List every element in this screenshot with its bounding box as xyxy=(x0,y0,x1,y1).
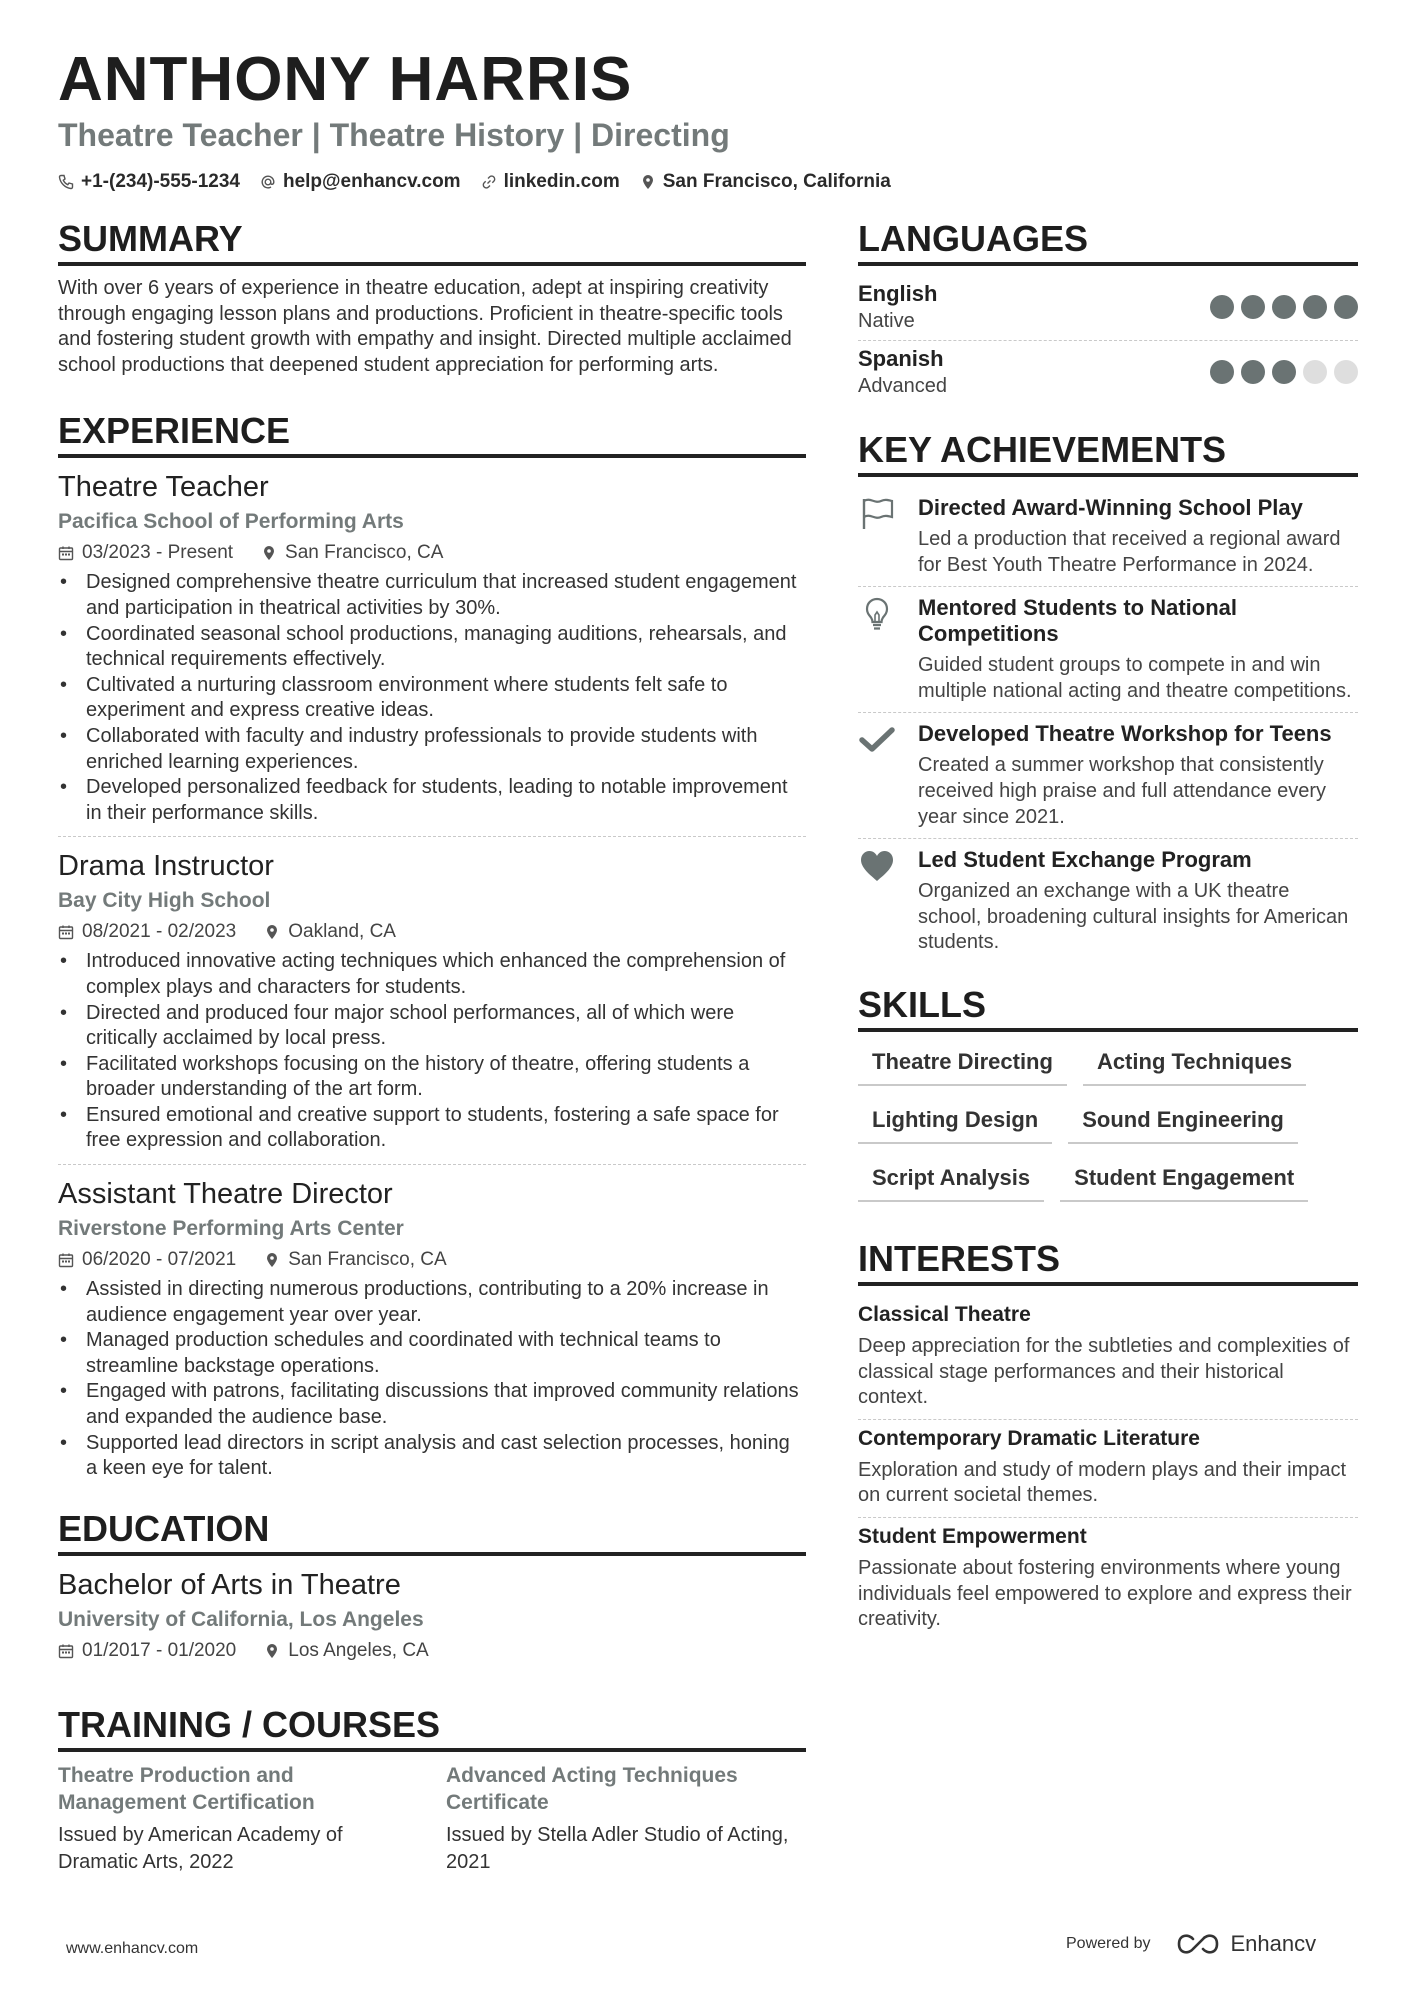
calendar-icon xyxy=(58,545,74,561)
footer-website[interactable]: www.enhancv.com xyxy=(66,1940,199,1957)
rating-dot xyxy=(1210,295,1234,319)
location-pin-icon xyxy=(640,174,656,190)
achievement-icon-wrap xyxy=(858,847,918,956)
skills-list xyxy=(858,1042,1358,1216)
left-column xyxy=(58,216,806,1876)
language-name: Spanish xyxy=(858,346,944,371)
skill-tag: Acting Techniques xyxy=(1083,1042,1306,1086)
achievement-icon-wrap xyxy=(858,595,918,704)
rating-dot xyxy=(1303,295,1327,319)
email-text: help@enhancv.com xyxy=(282,171,461,192)
training-section xyxy=(58,1702,806,1876)
language-name: English xyxy=(858,281,938,306)
achievement-item xyxy=(858,587,1358,713)
job-location-text: Oakland, CA xyxy=(288,921,396,943)
bullet-item: • Collaborated with faculty and industry professionals to provide students with enriched learning experiences. xyxy=(58,724,806,775)
contact-linkedin[interactable] xyxy=(481,171,620,193)
interests-heading: INTERESTS xyxy=(858,1236,1358,1286)
job-location xyxy=(264,1245,446,1275)
location-pin-icon xyxy=(264,1643,280,1659)
enhancv-logo-icon xyxy=(1175,1931,1221,1957)
language-item xyxy=(858,341,1358,405)
bullet-item: • Ensured emotional and creative support to students, fostering a safe space for free expression and collaboration. xyxy=(58,1103,806,1154)
bullet-item: • Cultivated a nurturing classroom environment where students felt safe to experiment and express creative ideas. xyxy=(58,673,806,724)
rating-dot xyxy=(1334,360,1358,384)
education-heading: EDUCATION xyxy=(58,1506,806,1556)
languages-section xyxy=(858,216,1358,405)
education-meta xyxy=(58,1636,806,1666)
calendar-icon xyxy=(58,1643,74,1659)
job-dates: 08/2021 - 02/2023 xyxy=(82,921,237,943)
achievement-title: Led Student Exchange Program xyxy=(918,847,1252,873)
calendar-icon xyxy=(58,924,74,940)
job-location-text: San Francisco, CA xyxy=(288,1249,447,1271)
bullet-item: • Coordinated seasonal school productions, managing auditions, rehearsals, and technical requirements effectively. xyxy=(58,622,806,673)
degree-title: Bachelor of Arts in Theatre xyxy=(58,1568,401,1601)
bullet-item: • Engaged with patrons, facilitating discussions that improved community relations and expanded the audience base. xyxy=(58,1379,806,1430)
summary-section xyxy=(58,216,806,378)
at-icon xyxy=(260,174,276,190)
interest-desc: Passionate about fostering environments where young individuals feel empowered to explore and express their creativity. xyxy=(858,1556,1352,1631)
heart-icon xyxy=(858,847,896,885)
skill-tag: Sound Engineering xyxy=(1068,1100,1298,1144)
summary-heading: SUMMARY xyxy=(58,216,806,266)
achievements-section xyxy=(858,427,1358,964)
contact-email[interactable] xyxy=(260,171,461,193)
location-pin-icon xyxy=(264,924,280,940)
checkmark-icon xyxy=(858,721,896,759)
skills-section xyxy=(858,982,1358,1216)
interest-item xyxy=(858,1518,1358,1641)
job-meta xyxy=(58,1245,806,1275)
lightbulb-icon xyxy=(858,595,896,633)
achievement-desc: Guided student groups to compete in and win multiple national acting and theatre competitions. xyxy=(918,654,1352,702)
education-location-text: Los Angeles, CA xyxy=(288,1639,429,1661)
skill-tag: Lighting Design xyxy=(858,1100,1052,1144)
achievement-item xyxy=(858,839,1358,964)
job-meta xyxy=(58,538,806,568)
rating-dot xyxy=(1272,360,1296,384)
achievement-desc: Organized an exchange with a UK theatre school, broadening cultural insights for American students. xyxy=(918,880,1349,954)
languages-heading: LANGUAGES xyxy=(858,216,1358,266)
job-title: Theatre Teacher xyxy=(58,471,269,504)
candidate-name: ANTHONY HARRIS xyxy=(58,45,633,114)
contact-location xyxy=(640,171,891,193)
job-location xyxy=(261,538,443,568)
achievement-desc: Created a summer workshop that consistently received high praise and full attendance every year since 2021. xyxy=(918,754,1327,828)
achievement-title: Mentored Students to National Competitions xyxy=(918,595,1237,647)
job-title: Assistant Theatre Director xyxy=(58,1178,393,1211)
achievement-item xyxy=(858,487,1358,587)
job-dates: 06/2020 - 07/2021 xyxy=(82,1249,237,1271)
interest-item xyxy=(858,1296,1358,1420)
job-bullets xyxy=(58,1277,806,1482)
job-location xyxy=(264,917,396,947)
job-location-text: San Francisco, CA xyxy=(285,542,444,564)
interest-title: Classical Theatre xyxy=(858,1302,1031,1326)
school-name: University of California, Los Angeles xyxy=(58,1607,424,1631)
language-item xyxy=(858,276,1358,341)
bullet-item: • Facilitated workshops focusing on the history of theatre, offering students a broader understanding of the art form. xyxy=(58,1052,806,1103)
course-list xyxy=(58,1762,806,1876)
interest-title: Contemporary Dramatic Literature xyxy=(858,1426,1200,1450)
bullet-item: • Developed personalized feedback for students, leading to notable improvement in their performance skills. xyxy=(58,775,806,826)
achievement-icon-wrap xyxy=(858,721,918,830)
achievement-desc: Led a production that received a regional award for Best Youth Theatre Performance in 2024. xyxy=(918,528,1341,576)
interest-item xyxy=(858,1420,1358,1518)
job-dates: 03/2023 - Present xyxy=(82,542,234,564)
link-icon xyxy=(481,174,497,190)
education-section xyxy=(58,1506,806,1666)
contact-phone[interactable] xyxy=(58,171,240,193)
brand-logo xyxy=(1175,1931,1317,1957)
rating-dot xyxy=(1303,360,1327,384)
interest-desc: Exploration and study of modern plays and their impact on current societal themes. xyxy=(858,1458,1347,1507)
interest-desc: Deep appreciation for the subtleties and complexities of classical stage performances and their historical context. xyxy=(858,1334,1350,1409)
interest-title: Student Empowerment xyxy=(858,1524,1087,1548)
calendar-icon xyxy=(58,1252,74,1268)
achievement-icon-wrap xyxy=(858,495,918,578)
education-location xyxy=(264,1636,428,1666)
linkedin-text: linkedin.com xyxy=(503,171,620,192)
job-entry xyxy=(58,1175,806,1492)
brand-name: Enhancv xyxy=(1230,1931,1317,1956)
location-text: San Francisco, California xyxy=(662,171,891,192)
summary-text: With over 6 years of experience in theatre education, adept at inspiring creativity through engaging lesson plans and productions. Proficient in theatre-specific tools and fostering student growth with empathy and insight. Directed multiple acclaimed school productions that deepened student appreciation for performing arts. xyxy=(58,277,792,376)
bullet-item: • Supported lead directors in script analysis and cast selection processes, honing a keen eye for talent. xyxy=(58,1431,806,1482)
rating-dot xyxy=(1334,295,1358,319)
phone-icon xyxy=(58,174,74,190)
interests-section xyxy=(858,1236,1358,1641)
phone-text: +1-(234)-555-1234 xyxy=(81,171,240,192)
language-level: Native xyxy=(858,310,915,332)
achievement-item xyxy=(858,713,1358,839)
company-name: Bay City High School xyxy=(58,889,271,913)
course-title: Theatre Production and Management Certification xyxy=(58,1763,315,1814)
bullet-item: • Managed production schedules and coordinated with technical teams to streamline backstage operations. xyxy=(58,1328,806,1379)
experience-heading: EXPERIENCE xyxy=(58,408,806,458)
rating-dot xyxy=(1241,295,1265,319)
bullet-item: • Assisted in directing numerous productions, contributing to a 20% increase in audience engagement year over year. xyxy=(58,1277,806,1328)
job-meta xyxy=(58,917,806,947)
skill-tag: Script Analysis xyxy=(858,1158,1044,1202)
achievement-title: Directed Award-Winning School Play xyxy=(918,495,1303,520)
footer-branding[interactable] xyxy=(1066,1931,1316,1957)
skill-tag: Theatre Directing xyxy=(858,1042,1067,1086)
course-title: Advanced Acting Techniques Certificate xyxy=(446,1763,738,1814)
rating-dot xyxy=(1210,360,1234,384)
company-name: Pacifica School of Performing Arts xyxy=(58,510,404,534)
bullet-item: • Designed comprehensive theatre curriculum that increased student engagement and participation in theatrical activities by 30%. xyxy=(58,570,806,621)
contact-bar xyxy=(58,168,911,196)
achievement-title: Developed Theatre Workshop for Teens xyxy=(918,721,1332,747)
skill-tag: Student Engagement xyxy=(1060,1158,1308,1202)
course-desc: Issued by American Academy of Dramatic Arts, 2022 xyxy=(58,1823,343,1873)
course-desc: Issued by Stella Adler Studio of Acting, 2021 xyxy=(446,1823,789,1873)
skills-heading: SKILLS xyxy=(858,982,1358,1032)
bullet-item: • Directed and produced four major school performances, all of which were critically acclaimed by local press. xyxy=(58,1001,806,1052)
job-entry xyxy=(58,468,806,837)
candidate-subtitle: Theatre Teacher | Theatre History | Directing xyxy=(58,117,730,153)
language-rating xyxy=(1203,360,1358,384)
job-title: Drama Instructor xyxy=(58,850,274,883)
location-pin-icon xyxy=(264,1252,280,1268)
training-heading: TRAINING / COURSES xyxy=(58,1702,806,1752)
experience-section xyxy=(58,408,806,1491)
flag-icon xyxy=(858,495,896,533)
job-entry xyxy=(58,847,806,1165)
bullet-item: • Introduced innovative acting techniques which enhanced the comprehension of complex plays and characters for students. xyxy=(58,949,806,1000)
company-name: Riverstone Performing Arts Center xyxy=(58,1217,404,1241)
course-item xyxy=(58,1762,418,1876)
education-dates: 01/2017 - 01/2020 xyxy=(82,1639,237,1661)
rating-dot xyxy=(1272,295,1296,319)
job-bullets xyxy=(58,570,806,826)
job-bullets xyxy=(58,949,806,1154)
location-pin-icon xyxy=(261,545,277,561)
language-rating xyxy=(1203,295,1358,319)
rating-dot xyxy=(1241,360,1265,384)
right-column xyxy=(858,216,1358,1641)
course-item xyxy=(446,1762,806,1876)
powered-by-label: Powered by xyxy=(1066,1935,1151,1952)
language-level: Advanced xyxy=(858,375,947,397)
achievements-heading: KEY ACHIEVEMENTS xyxy=(858,427,1358,477)
